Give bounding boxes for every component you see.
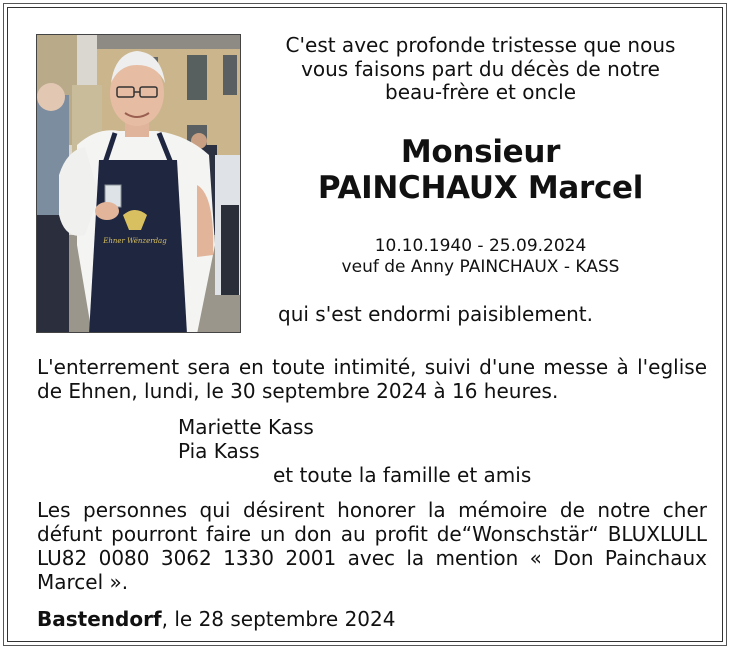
- deceased-name: PAINCHAUX Marcel: [317, 170, 644, 206]
- passing-text: qui s'est endormi paisiblement.: [278, 302, 594, 326]
- life-dates: 10.10.1940 - 25.09.2024: [374, 236, 587, 256]
- dates-block: [258, 236, 703, 278]
- intro-line: C'est avec profonde tristesse que nous: [285, 33, 676, 57]
- family-member: Mariette Kass: [178, 415, 314, 439]
- spouse-line: veuf de Anny PAINCHAUX - KASS: [341, 257, 620, 277]
- intro-text: [258, 34, 703, 105]
- intro-line: vous faisons part du décès de notre: [301, 56, 660, 81]
- place-date-line: [37, 607, 395, 631]
- family-member: Pia Kass: [178, 439, 260, 463]
- salutation: Monsieur: [400, 134, 561, 170]
- place-name: Bastendorf: [37, 607, 162, 631]
- deceased-name-block: [258, 134, 703, 206]
- intro-line: beau-frère et oncle: [385, 80, 576, 104]
- announcement-date: , le 28 septembre 2024: [161, 607, 396, 631]
- apron-print-text: Ehner Wënzerdag: [103, 237, 167, 245]
- family-closing: et toute la famille et amis: [273, 463, 532, 487]
- funeral-text: L'enterrement sera en toute intimité, suivi d'une messe à l'eglise de Ehnen, lundi, le 30 septembre 2024 à 16 heures.: [37, 355, 707, 403]
- portrait-photo: [36, 34, 241, 333]
- donation-text: Les personnes qui désirent honorer la mémoire de notre cher défunt pourront faire un don au profit de“Wonschstär“ BLUXLULL LU82 0080 3062 1330 2001 avec la mention « Don Painchaux Marcel ».: [37, 498, 707, 594]
